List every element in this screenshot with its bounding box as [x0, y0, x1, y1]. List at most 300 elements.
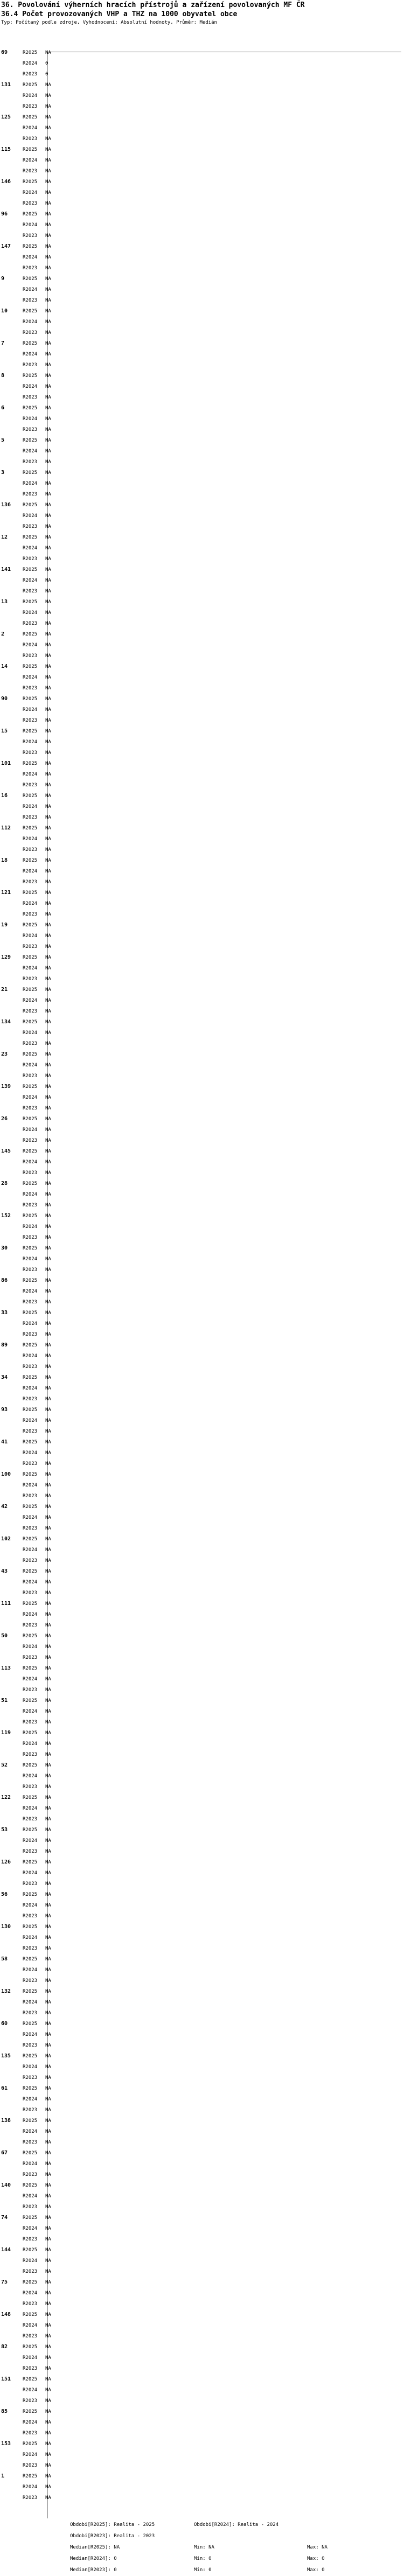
- series-label: R2025: [23, 2086, 38, 2091]
- series-label: R2023: [23, 1235, 38, 1240]
- series-label: R2023: [23, 1849, 38, 1854]
- data-label: NA: [45, 739, 51, 745]
- data-label: NA: [45, 1353, 51, 1359]
- category-label: 139: [1, 1084, 11, 1090]
- data-label: NA: [45, 1084, 51, 1090]
- series-label: R2023: [23, 1946, 38, 1951]
- bar-row: [23, 1609, 51, 1620]
- data-label: NA: [45, 1763, 51, 1768]
- legend-row: [70, 2531, 399, 2542]
- bar-row: [23, 1771, 51, 1782]
- data-label: NA: [45, 287, 51, 292]
- series-label: R2025: [23, 1278, 38, 1283]
- bar-row: [23, 1695, 51, 1706]
- data-label: NA: [45, 1235, 51, 1240]
- series-label: R2023: [23, 136, 38, 142]
- data-label: NA: [45, 2387, 51, 2393]
- bar-row: [23, 2116, 51, 2126]
- category-group: [0, 532, 404, 564]
- category-group: [0, 629, 404, 661]
- data-label: NA: [45, 793, 51, 799]
- series-label: R2025: [23, 438, 38, 443]
- category-label: 89: [1, 1342, 8, 1348]
- bar-row: [23, 2352, 51, 2363]
- bar-row: [23, 446, 51, 457]
- data-label: NA: [45, 621, 51, 626]
- bar-row: [23, 1275, 51, 1286]
- category-label: 96: [1, 211, 8, 217]
- series-label: R2025: [23, 761, 38, 766]
- bar-row: [23, 1092, 51, 1103]
- series-label: R2024: [23, 1256, 38, 1262]
- series-label: R2025: [23, 1181, 38, 1186]
- category-label: 6: [1, 405, 5, 411]
- category-group: [0, 144, 404, 177]
- bar-row: [23, 1857, 51, 1868]
- bar-row: [23, 1114, 51, 1125]
- category-group: [0, 112, 404, 144]
- series-label: R2025: [23, 1310, 38, 1316]
- category-label: 3: [1, 470, 5, 476]
- series-label: R2025: [23, 1472, 38, 1477]
- bar-row: [23, 1103, 51, 1114]
- category-label: 115: [1, 146, 11, 152]
- series-label: R2024: [23, 804, 38, 809]
- series-label: R2023: [23, 2301, 38, 2307]
- series-label: R2023: [23, 686, 38, 691]
- legend-entry: Obdobi[R2023]: Realita - 2023: [70, 2533, 155, 2539]
- bar-row: [23, 306, 51, 317]
- series-label: R2023: [23, 589, 38, 594]
- series-label: R2024: [23, 901, 38, 906]
- data-label: NA: [45, 1321, 51, 1327]
- bar-row: [23, 1071, 51, 1081]
- data-label: NA: [45, 2366, 51, 2371]
- data-label: NA: [45, 1838, 51, 1844]
- data-label: NA: [45, 2247, 51, 2253]
- category-label: 111: [1, 1601, 11, 1607]
- data-label: NA: [45, 82, 51, 88]
- bar-row: [23, 543, 51, 554]
- series-label: R2025: [23, 955, 38, 960]
- series-label: R2025: [23, 1149, 38, 1154]
- data-label: NA: [45, 632, 51, 637]
- data-label: NA: [45, 1181, 51, 1186]
- series-label: R2024: [23, 1515, 38, 1520]
- bar-row: [23, 177, 51, 187]
- bar-row: [23, 1879, 51, 1889]
- bar-row: [23, 2320, 51, 2331]
- category-group: [0, 177, 404, 209]
- data-label: NA: [45, 578, 51, 583]
- data-label: NA: [45, 524, 51, 529]
- series-label: R2023: [23, 298, 38, 303]
- category-label: 148: [1, 2312, 11, 2317]
- series-label: R2025: [23, 2021, 38, 2027]
- series-label: R2025: [23, 1601, 38, 1607]
- series-label: R2025: [23, 923, 38, 928]
- category-group: [0, 47, 404, 80]
- data-label: NA: [45, 2010, 51, 2016]
- series-label: R2024: [23, 1547, 38, 1553]
- data-label: NA: [45, 481, 51, 486]
- series-label: R2023: [23, 492, 38, 497]
- series-label: R2024: [23, 2420, 38, 2425]
- series-label: R2025: [23, 373, 38, 379]
- data-label: NA: [45, 147, 51, 152]
- series-label: R2024: [23, 1030, 38, 1036]
- data-label: NA: [45, 2097, 51, 2102]
- bar-row: [23, 672, 51, 683]
- bar-row: [23, 1706, 51, 1717]
- data-label: NA: [45, 1698, 51, 1704]
- series-label: R2023: [23, 2237, 38, 2242]
- series-label: R2025: [23, 2441, 38, 2447]
- series-label: R2025: [23, 1020, 38, 1025]
- series-label: R2025: [23, 1052, 38, 1057]
- data-label: NA: [45, 858, 51, 863]
- series-label: R2023: [23, 1332, 38, 1337]
- data-label: NA: [45, 933, 51, 939]
- bar-row: [23, 909, 51, 920]
- bar-row: [23, 2342, 51, 2352]
- data-label: NA: [45, 567, 51, 573]
- bar-row: [23, 338, 51, 349]
- series-label: R2025: [23, 2183, 38, 2188]
- bar-row: [23, 791, 51, 801]
- bar-row: [23, 2051, 51, 2062]
- category-group: [0, 888, 404, 920]
- data-label: NA: [45, 815, 51, 820]
- category-group: [0, 920, 404, 952]
- series-label: R2023: [23, 847, 38, 853]
- category-label: 13: [1, 599, 8, 605]
- bar-row: [23, 737, 51, 748]
- bar-row: [23, 241, 51, 252]
- category-group: [0, 2439, 404, 2471]
- data-label: NA: [45, 190, 51, 196]
- series-label: R2025: [23, 309, 38, 314]
- bar-row: [23, 640, 51, 651]
- data-label: NA: [45, 1041, 51, 1046]
- data-label: NA: [45, 2161, 51, 2167]
- category-label: 86: [1, 1277, 8, 1283]
- bar-row: [23, 2105, 51, 2116]
- bar-row: [23, 317, 51, 327]
- bar-row: [23, 855, 51, 866]
- data-label: NA: [45, 1730, 51, 1736]
- data-label: NA: [45, 2344, 51, 2350]
- bar-row: [23, 1340, 51, 1351]
- series-label: R2024: [23, 1806, 38, 1811]
- data-label: NA: [45, 2463, 51, 2468]
- bar-row: [23, 532, 51, 543]
- data-label: NA: [45, 556, 51, 562]
- series-label: R2025: [23, 147, 38, 152]
- series-label: R2023: [23, 2172, 38, 2177]
- series-label: R2025: [23, 2215, 38, 2221]
- data-label: NA: [45, 502, 51, 508]
- data-label: NA: [45, 2484, 51, 2490]
- category-label: 144: [1, 2247, 11, 2253]
- series-label: R2023: [23, 1526, 38, 1531]
- category-group: [0, 1017, 404, 1049]
- series-label: R2024: [23, 1580, 38, 1585]
- data-label: NA: [45, 2021, 51, 2027]
- bar-row: [23, 1243, 51, 1254]
- bar-row: [23, 1932, 51, 1943]
- series-label: R2023: [23, 1493, 38, 1499]
- data-label: NA: [45, 2237, 51, 2242]
- series-label: R2023: [23, 912, 38, 917]
- category-group: [0, 1502, 404, 1534]
- data-label: NA: [45, 298, 51, 303]
- data-label: NA: [45, 255, 51, 260]
- bar-row: [23, 1555, 51, 1566]
- data-label: NA: [45, 2118, 51, 2124]
- data-label: NA: [45, 179, 51, 185]
- bar-row: [23, 2482, 51, 2493]
- data-label: NA: [45, 1903, 51, 1908]
- category-label: 53: [1, 1827, 8, 1833]
- bar-row: [23, 1351, 51, 1362]
- report-header: [1, 1, 403, 26]
- bar-row: [23, 69, 48, 80]
- data-label: NA: [45, 729, 51, 734]
- bar-row: [23, 274, 51, 284]
- data-label: NA: [45, 2280, 51, 2285]
- category-label: 140: [1, 2182, 11, 2188]
- bar-row: [23, 1792, 51, 1803]
- data-label: NA: [45, 2495, 51, 2501]
- data-label: NA: [45, 707, 51, 713]
- category-label: 74: [1, 2215, 8, 2221]
- bar-row: [23, 1922, 51, 1932]
- bar-row: [23, 1469, 51, 1480]
- legend-entry: Median[R2025]: NA: [70, 2545, 120, 2550]
- series-label: R2023: [23, 2010, 38, 2016]
- bar-row: [23, 963, 51, 974]
- bar-row: [23, 1006, 51, 1017]
- bar-row: [23, 1911, 51, 1922]
- bar-row: [23, 1803, 51, 1814]
- series-label: R2023: [23, 1429, 38, 1434]
- data-label: NA: [45, 158, 51, 163]
- category-group: [0, 2148, 404, 2180]
- data-label: NA: [45, 309, 51, 314]
- bar-row: [23, 231, 51, 241]
- bar-row: [23, 866, 51, 877]
- bar-row: [23, 414, 51, 424]
- series-label: R2023: [23, 2334, 38, 2339]
- bar-row: [23, 2019, 51, 2029]
- series-label: R2024: [23, 578, 38, 583]
- bar-row: [23, 2191, 51, 2202]
- data-label: NA: [45, 998, 51, 1003]
- series-label: R2024: [23, 449, 38, 454]
- series-label: R2024: [23, 1418, 38, 1423]
- bar-row: [23, 1577, 51, 1588]
- bar-row: [23, 715, 51, 726]
- data-label: NA: [45, 879, 51, 885]
- bar-row: [23, 2245, 51, 2256]
- data-label: NA: [45, 976, 51, 982]
- category-group: [0, 500, 404, 532]
- series-label: R2023: [23, 750, 38, 756]
- bar-row: [23, 478, 51, 489]
- bar-row: [23, 1028, 51, 1038]
- data-label: NA: [45, 1256, 51, 1262]
- bar-row: [23, 166, 51, 177]
- data-label: NA: [45, 2409, 51, 2414]
- series-label: R2025: [23, 599, 38, 605]
- data-label: NA: [45, 1386, 51, 1391]
- data-label: NA: [45, 1020, 51, 1025]
- series-label: R2024: [23, 416, 38, 422]
- category-group: [0, 1695, 404, 1728]
- bar-row: [23, 608, 51, 618]
- series-label: R2025: [23, 2409, 38, 2414]
- series-label: R2023: [23, 1300, 38, 1305]
- series-label: R2025: [23, 2151, 38, 2156]
- bar-row: [23, 1178, 51, 1189]
- category-group: [0, 209, 404, 241]
- bar-row: [23, 371, 51, 381]
- data-label: NA: [45, 1138, 51, 1143]
- data-label: NA: [45, 93, 51, 99]
- bar-row: [23, 2234, 51, 2245]
- bar-row: [23, 1965, 51, 1975]
- bar-row: [23, 392, 51, 403]
- series-label: R2025: [23, 1924, 38, 1930]
- category-group: [0, 597, 404, 629]
- series-label: R2023: [23, 169, 38, 174]
- data-label: NA: [45, 1429, 51, 1434]
- data-label: NA: [45, 2291, 51, 2296]
- bar-row: [23, 2471, 51, 2482]
- data-label: NA: [45, 1170, 51, 1176]
- bar-row: [23, 1415, 51, 1426]
- series-label: R2024: [23, 1450, 38, 1456]
- data-label: NA: [45, 1095, 51, 1100]
- series-label: R2024: [23, 707, 38, 713]
- data-label: NA: [45, 1332, 51, 1337]
- bar-row: [23, 1329, 51, 1340]
- data-label: NA: [45, 1967, 51, 1973]
- bar-row: [23, 1835, 51, 1846]
- legend-entry: Min: 0: [194, 2567, 212, 2573]
- bar-row: [23, 985, 51, 995]
- series-label: R2025: [23, 50, 38, 55]
- category-group: [0, 1275, 404, 1308]
- category-group: [0, 1049, 404, 1081]
- data-label: NA: [45, 718, 51, 723]
- bar-row: [23, 629, 51, 640]
- series-label: R2024: [23, 2129, 38, 2134]
- bar-row: [23, 618, 51, 629]
- category-group: [0, 435, 404, 467]
- bar-row: [23, 2202, 51, 2212]
- series-label: R2025: [23, 793, 38, 799]
- data-label: NA: [45, 772, 51, 777]
- category-label: 7: [1, 340, 5, 346]
- data-label: NA: [45, 1397, 51, 1402]
- data-label: NA: [45, 352, 51, 357]
- series-label: R2024: [23, 1353, 38, 1359]
- series-label: R2023: [23, 1364, 38, 1370]
- series-label: R2024: [23, 1224, 38, 1230]
- bar-row: [23, 1631, 51, 1642]
- category-group: [0, 403, 404, 435]
- series-label: R2024: [23, 643, 38, 648]
- data-label: NA: [45, 686, 51, 691]
- data-label: NA: [45, 2474, 51, 2479]
- data-label: NA: [45, 1666, 51, 1671]
- data-label: NA: [45, 222, 51, 228]
- category-label: 93: [1, 1407, 8, 1413]
- series-label: R2025: [23, 1989, 38, 1994]
- bar-row: [23, 295, 51, 306]
- category-group: [0, 371, 404, 403]
- data-label: NA: [45, 276, 51, 282]
- bar-row: [23, 2169, 51, 2180]
- category-group: [0, 80, 404, 112]
- category-label: 52: [1, 1762, 8, 1768]
- legend-row: [70, 2542, 399, 2553]
- series-label: R2023: [23, 233, 38, 239]
- category-group: [0, 1372, 404, 1405]
- series-label: R2025: [23, 1860, 38, 1865]
- bar-row: [23, 694, 51, 704]
- legend-entry: Max: NA: [307, 2545, 328, 2550]
- bar-row: [23, 2406, 51, 2417]
- series-label: R2024: [23, 1838, 38, 1844]
- series-label: R2023: [23, 2269, 38, 2274]
- series-label: R2025: [23, 2312, 38, 2317]
- data-label: NA: [45, 912, 51, 917]
- data-label: NA: [45, 2355, 51, 2361]
- data-label: NA: [45, 1547, 51, 1553]
- data-label: NA: [45, 1504, 51, 1510]
- category-group: [0, 2471, 404, 2503]
- bar-row: [23, 2493, 51, 2503]
- bar-row: [23, 2040, 51, 2051]
- category-label: 129: [1, 954, 11, 960]
- series-label: R2023: [23, 1461, 38, 1467]
- series-label: R2025: [23, 276, 38, 282]
- bar-row: [23, 457, 51, 467]
- category-group: [0, 1211, 404, 1243]
- series-label: R2024: [23, 2097, 38, 2102]
- category-label: 41: [1, 1439, 8, 1445]
- data-label: NA: [45, 1407, 51, 1413]
- series-label: R2023: [23, 2398, 38, 2404]
- data-label: NA: [45, 2301, 51, 2307]
- category-group: [0, 1631, 404, 1663]
- bar-row: [23, 1620, 51, 1631]
- category-label: 34: [1, 1374, 8, 1380]
- data-label: NA: [45, 459, 51, 465]
- data-label: NA: [45, 1633, 51, 1639]
- category-group: [0, 1760, 404, 1792]
- series-label: R2024: [23, 546, 38, 551]
- bar-row: [23, 1146, 51, 1157]
- bar-row: [23, 1825, 51, 1835]
- category-group: [0, 1308, 404, 1340]
- data-label: NA: [45, 266, 51, 271]
- category-group: [0, 1114, 404, 1146]
- series-label: R2024: [23, 610, 38, 616]
